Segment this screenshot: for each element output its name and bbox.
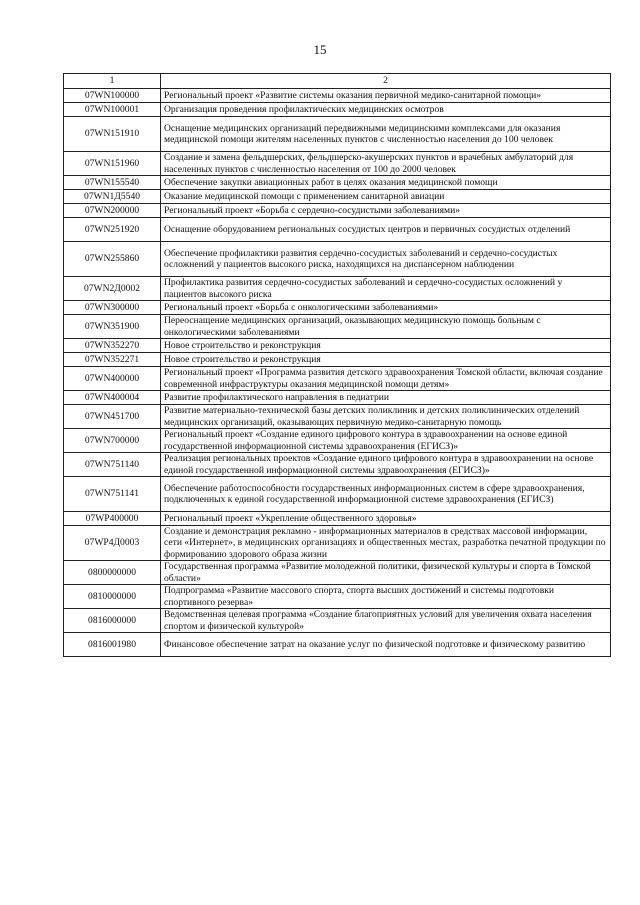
row-description: Региональный проект «Укрепление общественного здоровья» — [161, 512, 611, 526]
row-description: Обеспечение закупки авиационных работ в целях оказания медицинской помощи — [161, 176, 611, 190]
table-row — [64, 353, 611, 367]
table-row — [64, 477, 611, 512]
column-header-description: 2 — [161, 74, 611, 89]
row-description: Государственная программа «Развитие молодежной политики, физической культуры и спорта в Томской области» — [161, 561, 611, 585]
row-code: 07WN400004 — [64, 391, 161, 405]
row-description: Развитие профилактического направления в педиатрии — [161, 391, 611, 405]
row-description: Региональный проект «Борьба с сердечно-сосудистыми заболеваниями» — [161, 204, 611, 218]
row-description: Финансовое обеспечение затрат на оказание услуг по физической подготовке и физическому развитию — [161, 633, 611, 657]
table-row — [64, 301, 611, 315]
table-row — [64, 152, 611, 176]
row-code: 07WN255860 — [64, 242, 161, 277]
row-code: 07WN100001 — [64, 103, 161, 117]
table-row — [64, 561, 611, 585]
table-row — [64, 315, 611, 339]
table-row — [64, 512, 611, 526]
row-code: 07WN155540 — [64, 176, 161, 190]
row-description: Обеспечение профилактики развития сердечно-сосудистых заболеваний и сердечно-сосудистых осложнений у пациентов высокого риска, находящихся на диспансерном наблюдении — [161, 242, 611, 277]
table-row — [64, 103, 611, 117]
row-description: Оснащение оборудованием региональных сосудистых центров и первичных сосудистых отделений — [161, 218, 611, 242]
table-row — [64, 429, 611, 453]
row-description: Реализация региональных проектов «Создание единого цифрового контура в здравоохранении на основе единой государственной информационной системы здравоохранения (ЕГИСЗ)» — [161, 453, 611, 477]
row-code: 07WN352270 — [64, 339, 161, 353]
row-code: 07WP400000 — [64, 512, 161, 526]
row-code: 07WN751140 — [64, 453, 161, 477]
row-code: 07WN300000 — [64, 301, 161, 315]
row-code: 07WN352271 — [64, 353, 161, 367]
table-row — [64, 176, 611, 190]
row-description: Обеспечение работоспособности государственных информационных систем в сфере здравоохранения, подключенных к единой государственной информационной системе здравоохранения (ЕГИСЗ) — [161, 477, 611, 512]
row-description: Региональный проект «Развитие системы оказания первичной медико-санитарной помощи» — [161, 89, 611, 103]
row-code: 0810000000 — [64, 585, 161, 609]
table-row — [64, 242, 611, 277]
row-description: Переоснащение медицинских организаций, оказывающих медицинскую помощь больным с онкологическими заболеваниями — [161, 315, 611, 339]
table-row — [64, 367, 611, 391]
row-description: Развитие материально-технической базы детских поликлиник и детских поликлинических отделений медицинских организаций, оказывающих первичную медико-санитарную помощь — [161, 405, 611, 429]
table-row — [64, 218, 611, 242]
table-header-row — [64, 74, 611, 89]
row-description: Региональный проект «Программа развития детского здравоохранения Томской области, включая создание современной инфраструктуры оказания медицинской помощи детям» — [161, 367, 611, 391]
row-description: Профилактика развития сердечно-сосудистых заболеваний и сердечно-сосудистых осложнений у пациентов высокого риска — [161, 277, 611, 301]
table-row — [64, 204, 611, 218]
row-code: 07WN400000 — [64, 367, 161, 391]
table-row — [64, 609, 611, 633]
row-code: 07WP4Д0003 — [64, 526, 161, 561]
row-description: Новое строительство и реконструкция — [161, 353, 611, 367]
row-description: Оснащение медицинских организаций передвижными медицинскими комплексами для оказания медицинской помощи жителям населенных пунктов с численностью населения до 100 человек — [161, 117, 611, 152]
row-code: 0800000000 — [64, 561, 161, 585]
table-row — [64, 190, 611, 204]
row-description: Региональный проект «Борьба с онкологическими заболеваниями» — [161, 301, 611, 315]
row-description: Создание и демонстрация рекламно - информационных материалов в средствах массовой информации, сети «Интернет», в медицинских организациях и общественных местах, разработка печатной продукции по формированию здорового образа жизни — [161, 526, 611, 561]
row-code: 07WN151960 — [64, 152, 161, 176]
row-code: 07WN251920 — [64, 218, 161, 242]
table-row — [64, 391, 611, 405]
row-code: 07WN1Д5540 — [64, 190, 161, 204]
row-code: 07WN700000 — [64, 429, 161, 453]
row-code: 07WN2Д0002 — [64, 277, 161, 301]
row-code: 07WN351900 — [64, 315, 161, 339]
table-row — [64, 405, 611, 429]
row-description: Подпрограмма «Развитие массового спорта, спорта высших достижений и системы подготовки спортивного резерва» — [161, 585, 611, 609]
row-description: Новое строительство и реконструкция — [161, 339, 611, 353]
table-row — [64, 117, 611, 152]
row-description: Создание и замена фельдшерских, фельдшерско-акушерских пунктов и врачебных амбулаторий для населенных пунктов с численностью населения от 100 до 2000 человек — [161, 152, 611, 176]
column-header-code: 1 — [64, 74, 161, 89]
budget-code-table — [63, 73, 611, 657]
table-row — [64, 277, 611, 301]
table-row — [64, 633, 611, 657]
row-description: Ведомственная целевая программа «Создание благоприятных условий для увеличения охвата населения спортом и физической культурой» — [161, 609, 611, 633]
row-code: 07WN200000 — [64, 204, 161, 218]
row-description: Региональный проект «Создание единого цифрового контура в здравоохранении на основе единой государственной информационной системы здравоохранения (ЕГИСЗ)» — [161, 429, 611, 453]
row-description: Организация проведения профилактических медицинских осмотров — [161, 103, 611, 117]
table-row — [64, 526, 611, 561]
table-row — [64, 339, 611, 353]
row-code: 0816001980 — [64, 633, 161, 657]
table-row — [64, 585, 611, 609]
row-code: 07WN751141 — [64, 477, 161, 512]
row-code: 07WN451700 — [64, 405, 161, 429]
row-description: Оказание медицинской помощи с применением санитарной авиации — [161, 190, 611, 204]
row-code: 0816000000 — [64, 609, 161, 633]
page-number: 15 — [313, 42, 327, 57]
row-code: 07WN100000 — [64, 89, 161, 103]
table-row — [64, 453, 611, 477]
table-row — [64, 89, 611, 103]
row-code: 07WN151910 — [64, 117, 161, 152]
